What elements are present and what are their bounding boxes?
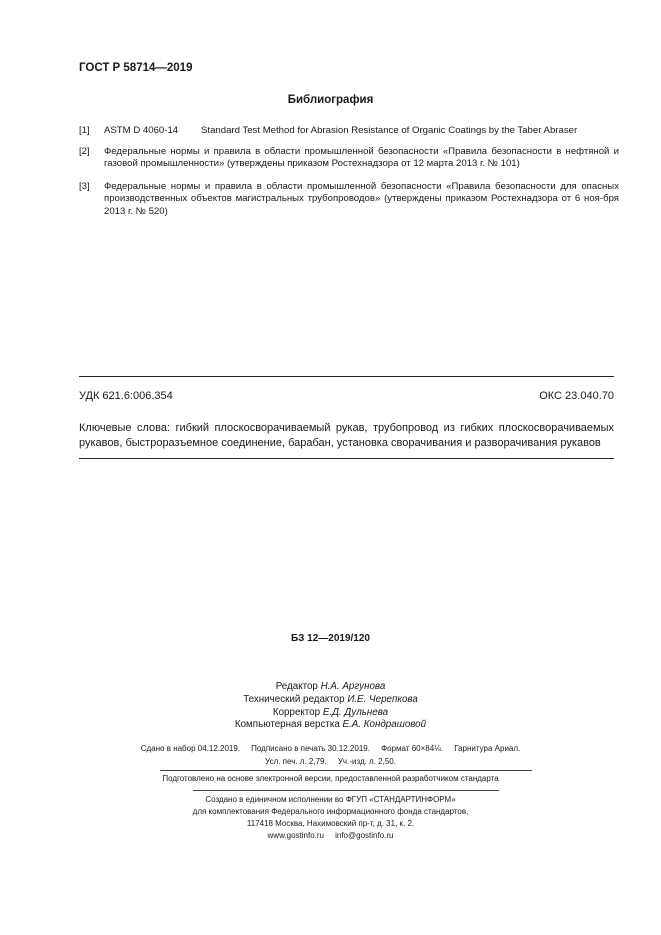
publisher-line: Создано в единичном исполнении во ФГУП «СТАНДАРТИНФОРМ» [205,795,456,804]
reference-code: ASTM D 4060-14 [104,125,179,136]
reference-text: Федеральные нормы и правила в области промышленной безопасности «Правила безопасности для опасных производственных объектов магистральных трубопроводов» (утверждены приказом Ростехнадзора от 6 ноя-бря 2013 г. № 520) [104,181,619,217]
divider [79,458,614,459]
divider [79,376,614,377]
print-signed: Подписано в печать 30.12.2019. [251,744,370,753]
divider [160,770,532,771]
bibliography-title: Библиография [287,94,374,106]
reference-number: [1] [79,125,90,136]
print-submitted: Сдано в набор 04.12.2019. [140,744,241,753]
reference-text: Федеральные нормы и правила в области промышленной безопасности «Правила безопасности в нефтяной и газовой промышленности» (утверждены приказом Ростехнадзора от 12 марта 2013 г. № 101) [104,146,619,170]
email-link[interactable]: info@gostinfo.ru [335,830,394,840]
reference-number: [3] [79,181,90,192]
reference-number: [2] [79,146,90,157]
credit-person: Е.А. Кондрашовой [342,719,427,731]
credit-layout [0,719,661,732]
credit-label: Технический редактор [243,693,345,705]
contact-line [0,830,661,842]
print-info-line [0,756,661,769]
bz-number: БЗ 12—2019/120 [291,633,370,644]
print-format: Формат 60×84⅛. [381,744,444,753]
keywords: Ключевые слова: гибкий плоскосворачиваемый рукав, трубопровод из гибких плоскосворачиваемых рукавов, быстроразъемное соединение, барабан, установка сворачивания и разворачивания рукавов [79,422,614,449]
publisher-line: для комплектования Федерального информационного фонда стандартов, [192,806,469,816]
reference-item [79,181,619,218]
credit-corrector [0,707,661,720]
reference-text: Standard Test Method for Abrasion Resistance of Organic Coatings by the Taber Abraser [201,125,578,136]
divider [193,790,499,791]
publisher-address [0,818,661,841]
credit-editor [0,681,661,694]
credit-tech-editor [0,694,661,707]
print-font: Гарнитура Ариал. [454,744,521,753]
credit-label: Компьютерная верстка [234,719,340,731]
reference-item [79,146,619,171]
standard-number: ГОСТ Р 58714—2019 [79,62,193,74]
credit-person: И.Е. Черепкова [347,693,418,705]
print-info-line [0,743,661,756]
reference-item [79,125,619,137]
credit-label: Редактор [275,681,318,692]
credits [0,681,661,732]
oks-code: ОКС 23.040.70 [539,390,614,402]
pub-sheets: Уч.-изд. л. 2,50. [337,756,396,766]
udk-code: УДК 621.6:006.354 [79,390,173,402]
print-sheets: Усл. печ. л. 2,79. [265,756,327,766]
address-line: 117418 Москва, Нахимовский пр-т, д. 31, к. 2. [246,819,415,828]
classification-row [79,390,614,402]
print-info [0,743,661,768]
credit-person: Н.А. Аргунова [320,681,386,692]
website-link[interactable]: www.gostinfo.ru [267,830,324,840]
publisher-info [0,794,661,817]
prepared-note: Подготовлено на основе электронной версии, предоставленной разработчиком стандарта [162,774,499,783]
credit-person: Е.Д. Дульнева [322,706,389,718]
credit-label: Корректор [272,706,321,718]
